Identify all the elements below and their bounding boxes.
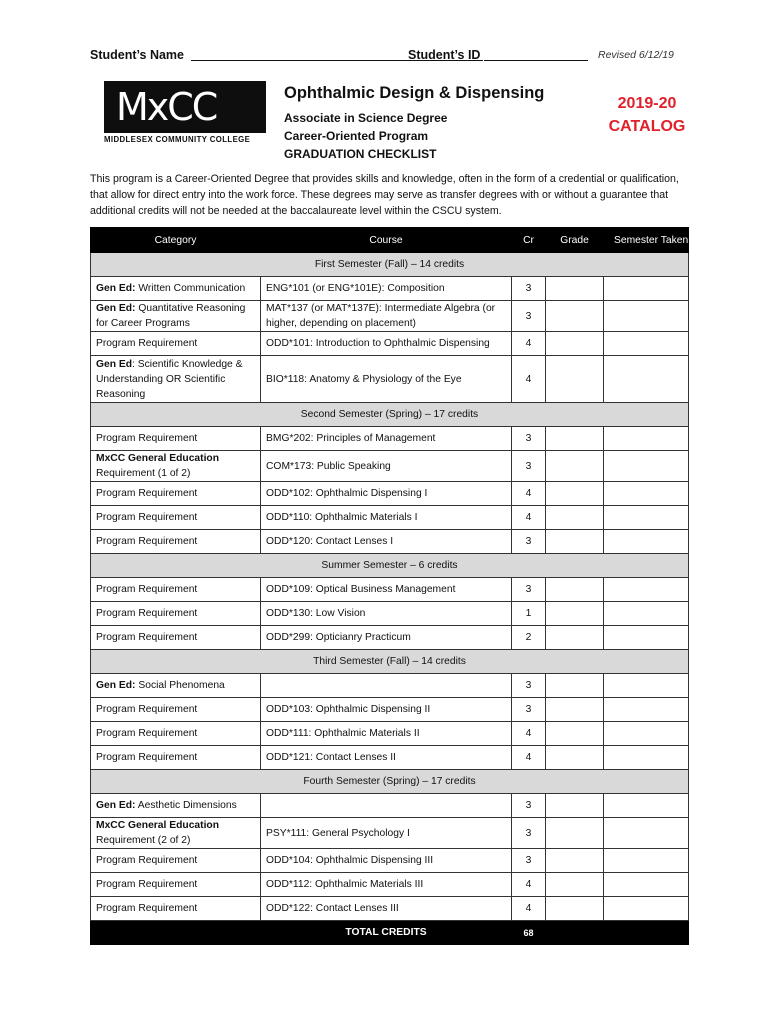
course-cell — [261, 301, 512, 332]
header-course: Course — [261, 228, 512, 253]
course-name: ODD*120: Contact Lenses I — [266, 536, 394, 547]
category-cell — [91, 427, 261, 451]
grade-cell[interactable] — [546, 722, 604, 746]
category-label: Requirement (1 of 2) — [96, 468, 191, 479]
semester-taken-cell[interactable] — [604, 356, 689, 403]
course-cell — [261, 506, 512, 530]
course-name: ODD*122: Contact Lenses III — [266, 903, 399, 914]
section-header-row — [91, 403, 689, 427]
course-name: ENG*101 (or ENG*101E): Composition — [266, 283, 445, 294]
grade-cell[interactable] — [546, 356, 604, 403]
semester-taken-cell[interactable] — [604, 698, 689, 722]
category-cell — [91, 332, 261, 356]
category-cell — [91, 356, 261, 403]
category-label: Program Requirement — [96, 879, 198, 890]
total-empty-cell — [91, 921, 261, 945]
grade-cell[interactable] — [546, 451, 604, 482]
course-name: ODD*110: Ophthalmic Materials I — [266, 512, 418, 523]
category-cell — [91, 818, 261, 849]
credits-cell: 3 — [512, 849, 546, 873]
category-cell — [91, 506, 261, 530]
table-row — [91, 626, 689, 650]
category-label: Program Requirement — [96, 433, 198, 444]
credits-cell: 3 — [512, 451, 546, 482]
category-label: Program Requirement — [96, 728, 198, 739]
category-text — [96, 853, 255, 868]
category-label: Program Requirement — [96, 584, 198, 595]
category-label: Program Requirement — [96, 488, 198, 499]
table-row — [91, 451, 689, 482]
grade-cell[interactable] — [546, 530, 604, 554]
category-cell — [91, 277, 261, 301]
category-cell — [91, 794, 261, 818]
course-cell — [261, 897, 512, 921]
course-cell — [261, 674, 512, 698]
course-cell — [261, 530, 512, 554]
credits-cell: 3 — [512, 794, 546, 818]
semester-taken-cell[interactable] — [604, 602, 689, 626]
course-name: PSY*111: General Psychology I — [266, 827, 410, 839]
credits-cell: 3 — [512, 698, 546, 722]
student-id-field[interactable] — [484, 60, 588, 61]
college-logo — [104, 81, 266, 151]
course-name: ODD*109: Optical Business Management — [266, 584, 456, 595]
section-title: Second Semester (Spring) – 17 credits — [91, 403, 689, 427]
credits-cell: 1 — [512, 602, 546, 626]
credits-cell: 4 — [512, 722, 546, 746]
category-text — [96, 630, 255, 645]
grade-cell[interactable] — [546, 427, 604, 451]
category-label: Program Requirement — [96, 632, 198, 643]
credits-cell: 3 — [512, 301, 546, 332]
semester-taken-cell[interactable] — [604, 277, 689, 301]
category-label: Program Requirement — [96, 903, 198, 914]
course-cell — [261, 698, 512, 722]
category-label-bold: Gen Ed: — [96, 800, 136, 811]
category-text — [96, 281, 255, 296]
grade-cell[interactable] — [546, 578, 604, 602]
category-text — [96, 510, 255, 525]
semester-taken-cell[interactable] — [604, 794, 689, 818]
catalog-year: 2019-20 — [617, 95, 677, 112]
total-credits-row — [91, 921, 689, 945]
semester-taken-cell[interactable] — [604, 746, 689, 770]
category-text — [96, 877, 255, 892]
semester-taken-cell[interactable] — [604, 530, 689, 554]
category-text — [96, 678, 255, 693]
course-name: COM*173: Public Speaking — [266, 460, 391, 472]
semester-taken-cell[interactable] — [604, 626, 689, 650]
category-cell — [91, 530, 261, 554]
table-row — [91, 897, 689, 921]
category-label: Requirement (2 of 2) — [96, 835, 191, 846]
course-name: ODD*104: Ophthalmic Dispensing III — [266, 855, 434, 866]
student-name-label: Student’s Name — [90, 48, 185, 62]
header-category: Category — [91, 228, 261, 253]
credits-cell: 4 — [512, 897, 546, 921]
program-type: Career-Oriented Program — [284, 129, 429, 143]
grade-cell[interactable] — [546, 873, 604, 897]
course-name: MAT*137 (or MAT*137E): Intermediate Algebra (or higher, depending on placement) — [266, 303, 496, 329]
table-row — [91, 873, 689, 897]
category-label-bold: MxCC General Education — [96, 453, 220, 464]
category-text — [96, 901, 255, 916]
category-text — [96, 798, 255, 813]
total-credits-value: 68 — [512, 921, 546, 945]
program-title-block — [284, 84, 584, 163]
category-text — [96, 451, 255, 481]
course-cell — [261, 356, 512, 403]
grade-cell[interactable] — [546, 626, 604, 650]
table-row — [91, 818, 689, 849]
table-row — [91, 332, 689, 356]
category-label: Quantitative Reasoning for Career Programs — [96, 303, 246, 329]
course-name: ODD*103: Ophthalmic Dispensing II — [266, 704, 431, 715]
course-name: BMG*202: Principles of Management — [266, 433, 436, 444]
grade-cell[interactable] — [546, 506, 604, 530]
category-text — [96, 357, 255, 402]
category-text — [96, 818, 255, 848]
course-cell — [261, 602, 512, 626]
table-row — [91, 698, 689, 722]
section-header-row — [91, 253, 689, 277]
category-text — [96, 582, 255, 597]
table-row — [91, 301, 689, 332]
category-label-bold: Gen Ed: — [96, 303, 136, 314]
table-header-row — [91, 228, 689, 253]
category-label: Program Requirement — [96, 752, 198, 763]
category-text — [96, 750, 255, 765]
grade-cell[interactable] — [546, 698, 604, 722]
course-name: ODD*299: Opticianry Practicum — [266, 632, 411, 643]
checklist-title: GRADUATION CHECKLIST — [284, 147, 437, 161]
table-row — [91, 849, 689, 873]
grade-cell[interactable] — [546, 849, 604, 873]
category-text — [96, 336, 255, 351]
grade-cell[interactable] — [546, 674, 604, 698]
category-cell — [91, 698, 261, 722]
semester-taken-cell[interactable] — [604, 722, 689, 746]
section-header-row — [91, 770, 689, 794]
grade-cell[interactable] — [546, 602, 604, 626]
category-cell — [91, 849, 261, 873]
category-label: Program Requirement — [96, 704, 198, 715]
category-label: Program Requirement — [96, 855, 198, 866]
category-cell — [91, 722, 261, 746]
category-cell — [91, 451, 261, 482]
course-name: ODD*112: Ophthalmic Materials III — [266, 879, 424, 890]
semester-taken-cell[interactable] — [604, 674, 689, 698]
table-row — [91, 427, 689, 451]
course-cell — [261, 277, 512, 301]
section-header-row — [91, 650, 689, 674]
graduation-checklist-table — [90, 227, 689, 945]
category-label: Program Requirement — [96, 338, 198, 349]
course-cell — [261, 626, 512, 650]
course-cell — [261, 873, 512, 897]
grade-cell[interactable] — [546, 897, 604, 921]
course-name: ODD*121: Contact Lenses II — [266, 752, 396, 763]
catalog-label: CATALOG — [608, 118, 686, 135]
semester-taken-cell[interactable] — [604, 818, 689, 849]
table-row — [91, 794, 689, 818]
semester-taken-cell[interactable] — [604, 301, 689, 332]
grade-cell[interactable] — [546, 482, 604, 506]
revised-date: Revised 6/12/19 — [598, 49, 674, 61]
category-text — [96, 606, 255, 621]
course-cell — [261, 794, 512, 818]
grade-cell[interactable] — [546, 746, 604, 770]
grade-cell[interactable] — [546, 794, 604, 818]
category-cell — [91, 602, 261, 626]
semester-taken-cell[interactable] — [604, 897, 689, 921]
table-row — [91, 602, 689, 626]
semester-taken-cell[interactable] — [604, 427, 689, 451]
catalog-badge — [604, 92, 690, 138]
course-cell — [261, 722, 512, 746]
course-name: ODD*130: Low Vision — [266, 608, 366, 619]
credits-cell: 4 — [512, 506, 546, 530]
credits-cell: 3 — [512, 530, 546, 554]
credits-cell: 4 — [512, 332, 546, 356]
category-cell — [91, 674, 261, 698]
table-row — [91, 277, 689, 301]
grade-cell[interactable] — [546, 818, 604, 849]
section-title: Fourth Semester (Spring) – 17 credits — [91, 770, 689, 794]
category-label: Written Communication — [135, 283, 246, 294]
section-title: First Semester (Fall) – 14 credits — [91, 253, 689, 277]
course-name: ODD*111: Ophthalmic Materials II — [266, 728, 420, 739]
credits-cell: 3 — [512, 674, 546, 698]
section-title: Summer Semester – 6 credits — [91, 554, 689, 578]
category-text — [96, 726, 255, 741]
category-label: Social Phenomena — [135, 680, 225, 691]
degree-type: Associate in Science Degree — [284, 111, 448, 125]
logo-college-name: MIDDLESEX COMMUNITY COLLEGE — [104, 135, 251, 144]
category-label-bold: Gen Ed: — [96, 680, 136, 691]
credits-cell: 3 — [512, 818, 546, 849]
table-row — [91, 482, 689, 506]
section-header-row — [91, 554, 689, 578]
course-name: BIO*118: Anatomy & Physiology of the Eye — [266, 373, 462, 385]
semester-taken-cell[interactable] — [604, 482, 689, 506]
category-cell — [91, 897, 261, 921]
grade-cell[interactable] — [546, 277, 604, 301]
category-cell — [91, 482, 261, 506]
program-description: This program is a Career-Oriented Degree that provides skills and knowledge, often in the form of a credential or qualification, that allow for direct entry into the work force. These degrees may serve as transfer degrees with or without a guarantee that additional credits will not be needed at the baccalaureate level within the CSCU system. — [90, 173, 679, 217]
table-row — [91, 674, 689, 698]
table-row — [91, 356, 689, 403]
semester-taken-cell[interactable] — [604, 849, 689, 873]
table-row — [91, 578, 689, 602]
course-name: ODD*102: Ophthalmic Dispensing I — [266, 488, 428, 499]
total-credits-label: TOTAL CREDITS — [261, 921, 512, 945]
table-row — [91, 506, 689, 530]
student-id-label: Student’s ID — [408, 48, 481, 62]
total-filler-cell — [546, 921, 689, 945]
grade-cell[interactable] — [546, 332, 604, 356]
credits-cell: 3 — [512, 427, 546, 451]
course-cell — [261, 451, 512, 482]
header-semester-taken: Semester Taken — [604, 228, 689, 253]
student-info-line — [90, 46, 690, 66]
category-cell — [91, 301, 261, 332]
category-label-bold: MxCC General Education — [96, 820, 220, 831]
table-row — [91, 530, 689, 554]
category-label: Program Requirement — [96, 512, 198, 523]
category-text — [96, 486, 255, 501]
header-grade: Grade — [546, 228, 604, 253]
credits-cell: 4 — [512, 873, 546, 897]
semester-taken-cell[interactable] — [604, 506, 689, 530]
category-label-bold: Gen Ed — [96, 358, 133, 370]
course-name: ODD*101: Introduction to Ophthalmic Dispensing — [266, 338, 490, 349]
category-label: Program Requirement — [96, 536, 198, 547]
category-text — [96, 534, 255, 549]
credits-cell: 2 — [512, 626, 546, 650]
category-label: Aesthetic Dimensions — [135, 800, 237, 811]
category-cell — [91, 578, 261, 602]
credits-cell: 4 — [512, 482, 546, 506]
table-row — [91, 746, 689, 770]
course-cell — [261, 818, 512, 849]
semester-taken-cell[interactable] — [604, 578, 689, 602]
table-row — [91, 722, 689, 746]
course-cell — [261, 849, 512, 873]
course-cell — [261, 746, 512, 770]
credits-cell: 4 — [512, 746, 546, 770]
semester-taken-cell[interactable] — [604, 332, 689, 356]
category-cell — [91, 626, 261, 650]
logo-mark-box — [104, 81, 266, 133]
course-cell — [261, 427, 512, 451]
category-label: : Scientific Knowledge & Understanding OR Scientific Reasoning — [96, 358, 243, 400]
course-cell — [261, 578, 512, 602]
credits-cell: 4 — [512, 356, 546, 403]
credits-cell: 3 — [512, 578, 546, 602]
semester-taken-cell[interactable] — [604, 873, 689, 897]
category-cell — [91, 873, 261, 897]
credits-cell: 3 — [512, 277, 546, 301]
course-cell — [261, 332, 512, 356]
category-text — [96, 431, 255, 446]
category-text — [96, 702, 255, 717]
category-text — [96, 301, 255, 331]
category-label-bold: Gen Ed: — [96, 283, 136, 294]
category-cell — [91, 746, 261, 770]
course-cell — [261, 482, 512, 506]
category-label: Program Requirement — [96, 608, 198, 619]
grade-cell[interactable] — [546, 301, 604, 332]
semester-taken-cell[interactable] — [604, 451, 689, 482]
table-body — [91, 253, 689, 945]
logo-mark: MxCC — [116, 85, 217, 129]
section-title: Third Semester (Fall) – 14 credits — [91, 650, 689, 674]
header-credits: Cr — [512, 228, 546, 253]
program-title: Ophthalmic Design & Dispensing — [284, 84, 545, 102]
